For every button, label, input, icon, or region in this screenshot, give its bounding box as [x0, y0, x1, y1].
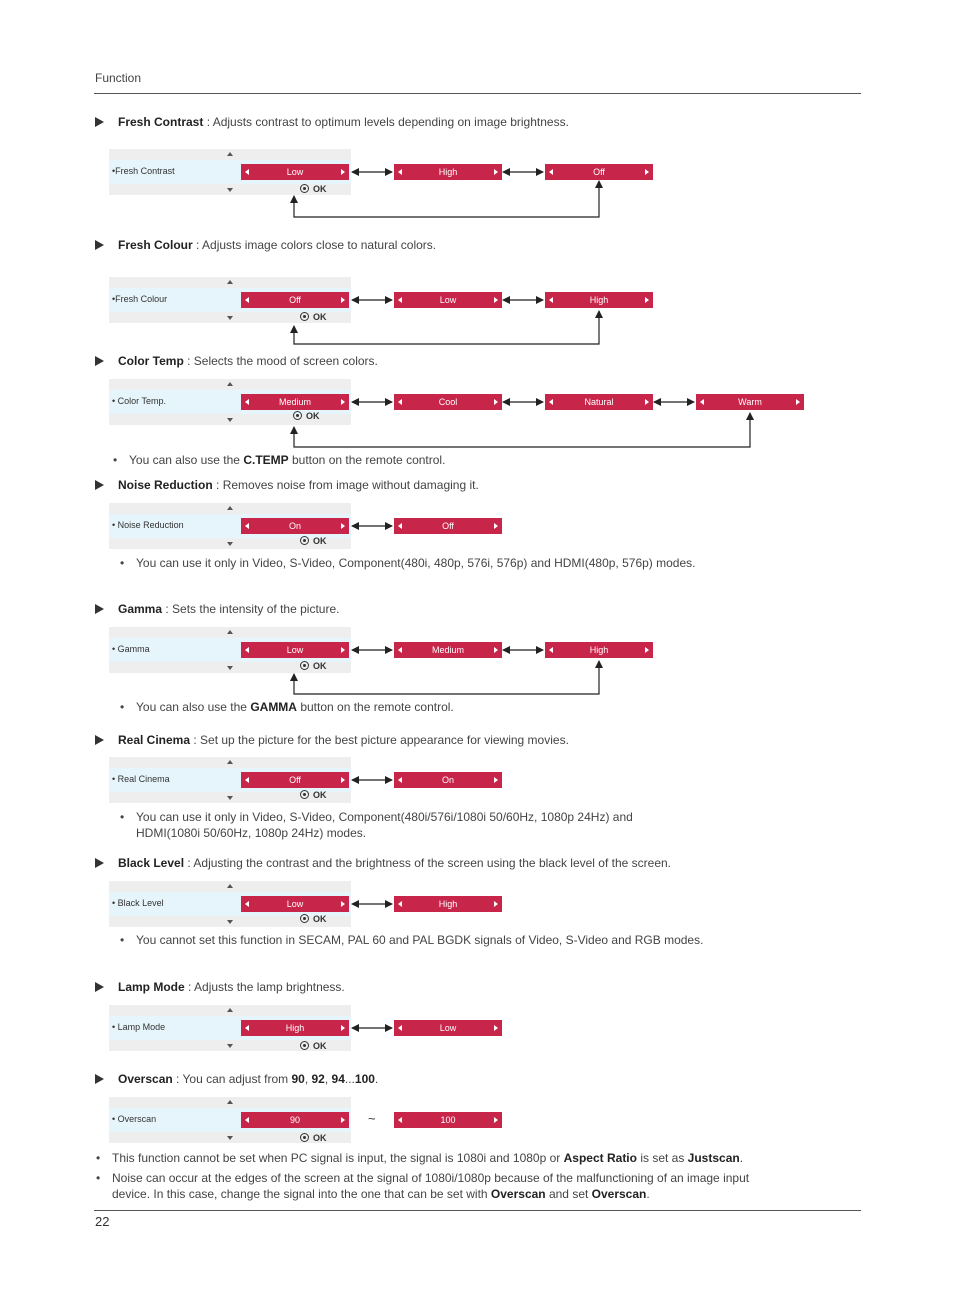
- option-label: On: [441, 775, 454, 785]
- option-label: High: [438, 899, 458, 909]
- note-bold: C.TEMP: [243, 453, 289, 467]
- note-text: You can also use the: [129, 453, 244, 467]
- option-label: High: [589, 645, 609, 655]
- ok-label: OK: [313, 790, 327, 800]
- ok-label: OK: [313, 184, 327, 194]
- section-title: Color Temp: [118, 354, 184, 368]
- loop-back-arrow: [294, 181, 599, 217]
- ok-label: OK: [313, 536, 327, 546]
- loop-back-arrow: [294, 311, 599, 344]
- ok-label: OK: [313, 661, 327, 671]
- bullet: •: [120, 556, 125, 570]
- separator: ,: [304, 1072, 312, 1086]
- menu-label: • Real Cinema: [112, 774, 170, 784]
- menu-label: • Color Temp.: [112, 396, 167, 406]
- section-title: Noise Reduction: [118, 478, 213, 492]
- option-label: Warm: [738, 397, 762, 407]
- section-desc: : Selects the mood of screen colors.: [183, 354, 378, 368]
- note-text: You can use it only in Video, S-Video, Component(480i, 480p, 576i, 576p) and HDMI(480p, 576p) modes.: [136, 556, 696, 570]
- section-desc: : Removes noise from image without damaging it.: [212, 478, 479, 492]
- note-text: .: [739, 1151, 744, 1165]
- note-text: button on the remote control.: [288, 453, 446, 467]
- ok-label: OK: [313, 914, 327, 924]
- period: .: [374, 1072, 379, 1086]
- range-tilde: ~: [368, 1111, 376, 1126]
- value-94: 94: [331, 1072, 345, 1086]
- note-bold: Overscan: [490, 1187, 546, 1201]
- option-label: On: [288, 521, 301, 531]
- section-title: Gamma: [118, 602, 163, 616]
- note-text: and set: [545, 1187, 592, 1201]
- option-label: 100: [440, 1115, 456, 1125]
- section-title: Lamp Mode: [118, 980, 185, 994]
- option-label: High: [589, 295, 609, 305]
- loop-back-arrow: [294, 413, 750, 447]
- option-label: Low: [439, 295, 457, 305]
- separator: ,: [324, 1072, 332, 1086]
- option-label: Off: [593, 167, 605, 177]
- section-title: Overscan: [118, 1072, 173, 1086]
- option-label: Low: [286, 167, 304, 177]
- ok-label: OK: [313, 312, 327, 322]
- value-90: 90: [291, 1072, 305, 1086]
- section-title: Fresh Contrast: [118, 115, 204, 129]
- option-label: Cool: [438, 397, 458, 407]
- section-desc: : You can adjust from: [172, 1072, 292, 1086]
- note-text: You can also use the: [136, 700, 251, 714]
- option-label: Natural: [584, 397, 614, 407]
- running-header: Function: [95, 71, 142, 85]
- menu-label: • Overscan: [112, 1114, 157, 1124]
- menu-label: • Lamp Mode: [112, 1022, 166, 1032]
- loop-back-arrow: [294, 661, 599, 694]
- section-title: Black Level: [118, 856, 185, 870]
- menu-label: • Gamma: [112, 644, 150, 654]
- bullet: •: [113, 453, 118, 467]
- section-title: Fresh Colour: [118, 238, 193, 252]
- section-desc: : Adjusting the contrast and the brightness of the screen using the black level of the screen.: [184, 856, 672, 870]
- note-text: device. In this case, change the signal into the one that can be set with: [112, 1187, 491, 1201]
- menu-label: • Noise Reduction: [112, 520, 184, 530]
- ellipsis: ...: [344, 1072, 355, 1086]
- option-label: High: [285, 1023, 305, 1033]
- option-label: Off: [289, 295, 301, 305]
- section-desc: : Set up the picture for the best picture appearance for viewing movies.: [190, 733, 569, 747]
- bullet: •: [120, 933, 125, 947]
- option-label: Off: [289, 775, 301, 785]
- ok-label: OK: [306, 411, 320, 421]
- ok-label: OK: [313, 1133, 327, 1143]
- option-label: Low: [439, 1023, 457, 1033]
- section-desc: : Adjusts the lamp brightness.: [184, 980, 345, 994]
- bullet: •: [96, 1151, 101, 1165]
- note-bold: Overscan: [591, 1187, 647, 1201]
- option-label: Medium: [431, 645, 464, 655]
- note-text: You can use it only in Video, S-Video, Component(480i/576i/1080i 50/60Hz, 1080p 24Hz) and: [136, 810, 633, 824]
- bullet: •: [120, 700, 125, 714]
- page-number: 22: [95, 1214, 110, 1229]
- note-text: HDMI(1080i 50/60Hz, 1080p 24Hz) modes.: [136, 826, 367, 840]
- note-text: This function cannot be set when PC signal is input, the signal is 1080i and 1080p or: [112, 1151, 564, 1165]
- bullet: •: [96, 1171, 101, 1185]
- note-text: Noise can occur at the edges of the screen at the signal of 1080i/1080p because of the malfunctioning of an image input: [112, 1171, 750, 1185]
- section-desc: : Sets the intensity of the picture.: [162, 602, 340, 616]
- note-text: You cannot set this function in SECAM, PAL 60 and PAL BGDK signals of Video, S-Video and RGB modes.: [136, 933, 704, 947]
- option-label: Medium: [278, 397, 311, 407]
- note-bold: GAMMA: [250, 700, 297, 714]
- menu-label: •Fresh Contrast: [112, 166, 175, 176]
- option-label: High: [438, 167, 458, 177]
- menu-label: • Black Level: [112, 898, 164, 908]
- note-text: .: [646, 1187, 650, 1201]
- note-bold: Justscan: [687, 1151, 740, 1165]
- option-label: 90: [289, 1115, 300, 1125]
- bullet: •: [120, 810, 125, 824]
- section-title: Real Cinema: [118, 733, 191, 747]
- value-92: 92: [311, 1072, 325, 1086]
- value-100: 100: [354, 1072, 375, 1086]
- option-label: Low: [286, 645, 304, 655]
- section-desc: : Adjusts image colors close to natural colors.: [192, 238, 437, 252]
- note-text: is set as: [636, 1151, 688, 1165]
- menu-label: •Fresh Colour: [112, 294, 168, 304]
- ok-label: OK: [313, 1041, 327, 1051]
- section-desc: : Adjusts contrast to optimum levels depending on image brightness.: [203, 115, 569, 129]
- option-label: Off: [442, 521, 454, 531]
- note-text: button on the remote control.: [296, 700, 454, 714]
- option-label: Low: [286, 899, 304, 909]
- note-bold: Aspect Ratio: [563, 1151, 637, 1165]
